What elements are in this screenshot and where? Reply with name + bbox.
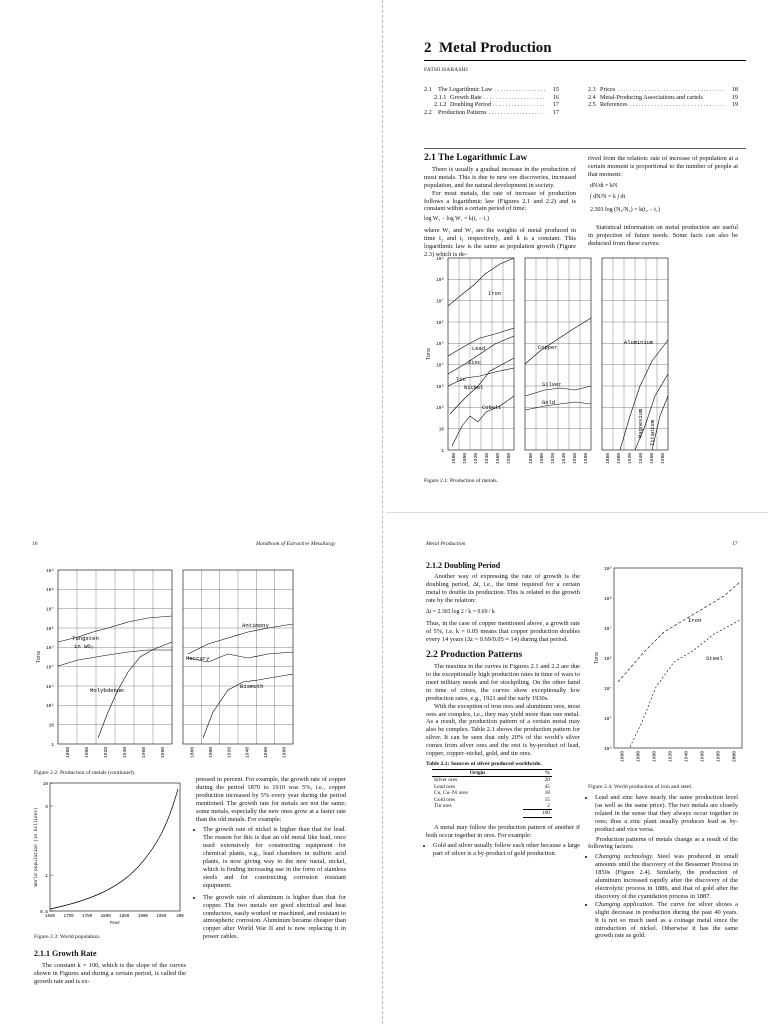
table-cell: 45 bbox=[544, 783, 550, 790]
table-caption: Table 2.1: Sources of silver produced worldwide. bbox=[426, 760, 542, 767]
section-heading: 2.1.1 Growth Rate bbox=[34, 949, 97, 958]
y-tick-label: 10⁵ bbox=[604, 686, 612, 692]
paragraph: The constant k × 100, which is the slope of the curves shown in Figures and during a certain period, is called the growth rate and is ex- bbox=[34, 961, 186, 985]
y-tick-label: 10⁷ bbox=[436, 299, 444, 305]
chapter-header bbox=[424, 40, 746, 73]
y-tick-label: 10⁹ bbox=[604, 566, 612, 572]
page-divider bbox=[386, 512, 768, 513]
paragraph: A metal may follow the production pattern of another if both occur together in ores. For example: bbox=[426, 823, 580, 839]
equation: Δt = 2.303 log 2 / k = 0.69 / k bbox=[426, 608, 495, 615]
toc-row[interactable]: 2.1 The Logarithmic Law . . . 15 bbox=[424, 86, 559, 94]
y-tick-label: 10 bbox=[48, 723, 54, 729]
x-tick-label: 1880 bbox=[529, 453, 534, 465]
paragraph: With the exception of iron ores and aluminum ores, most ores are complex, i.e., they may yield more than one metal. As a result, the production pattern of a certain metal may also be complex. Table 2.1 shows the production pattern for silver. It can be seen that only 20% of the world's silver comes from silver ores and the rest is by-product of lead, copper, copper–nickel, gold, and tin ores. bbox=[426, 702, 580, 758]
section-heading: 2.2 Production Patterns bbox=[426, 650, 523, 661]
x-tick-label: 1900 bbox=[137, 915, 148, 919]
toc-row[interactable]: 2.1.1 Growth Rate . . . 16 bbox=[424, 94, 559, 102]
y-tick-label: 0.5 bbox=[40, 909, 48, 915]
series-label: Titanium bbox=[650, 420, 656, 446]
x-tick-label: 1920 bbox=[474, 453, 479, 465]
table-header: Origin bbox=[432, 769, 523, 776]
series-line bbox=[188, 624, 293, 654]
paragraph: The maxima in the curves in Figures 2.1 and 2.2 are due to the exceptionally high production rates in time of wars to meet military needs and for stockpiling. On the other hand in time of crises, the curves show exceptionally low production rates, e.g., 1921 and the early 1930s. bbox=[426, 663, 580, 702]
chapter-title: Metal Production bbox=[439, 40, 552, 56]
x-tick-label: 1860 bbox=[620, 751, 626, 763]
list-item: • The growth rate of aluminum is higher than that for copper. The two metals are good electrical and heat conductors, easily worked or machined, and resistant to atmospheric corrosion. Aluminum became cheaper than copper after World War II and is now replacing it in power cables. bbox=[203, 894, 346, 941]
x-tick-label: 1960 bbox=[573, 453, 578, 465]
section-heading: 2.1.2 Doubling Period bbox=[426, 561, 501, 570]
chart-panel bbox=[50, 783, 180, 911]
x-tick-label: 1750 bbox=[82, 915, 93, 919]
x-tick-label: 1920 bbox=[104, 747, 109, 759]
y-tick-label: 10³ bbox=[46, 684, 54, 690]
table-cell: 2 bbox=[547, 802, 550, 809]
series-line bbox=[452, 396, 514, 446]
series-label: Lead bbox=[472, 346, 485, 352]
toc-row[interactable]: 2.3 Prices . . . 18 bbox=[588, 86, 738, 94]
series-label: Nickel bbox=[464, 385, 484, 391]
series-line bbox=[630, 620, 740, 747]
series-label: Silver bbox=[542, 382, 562, 388]
y-tick-label: 10 bbox=[42, 781, 48, 787]
table-2-1 bbox=[432, 769, 552, 818]
paragraph: Thus, in the case of copper mentioned above, a growth rate of 5%, i.e. k = 0.05 means that copper production doubles every 14 years (Δt = 0.69/0.05 ≈ 14) during that period. bbox=[426, 620, 580, 644]
y-tick-label: 10⁶ bbox=[46, 626, 54, 632]
y-tick-label: 10⁹ bbox=[436, 256, 444, 262]
paragraph: pressed in percent. For example, the growth rate of copper during the period 1870 to 1910 was 5%, i.e., copper production increased by 5% every year during the period mentioned. The growth rate for metals are not the same; some metals, especially the new ones grow at a faster rate than the old metals. For example: bbox=[196, 776, 346, 823]
x-tick-label: 1900 bbox=[652, 751, 658, 763]
table-cell: Cu, Cu–Ni ores bbox=[434, 790, 468, 797]
y-tick-label: 1 bbox=[441, 448, 444, 454]
paragraph: where W₂ and W₁ are the weights of metal produced in time t₂ and t₁ respectively, and k is a constant. This logarithmic law is the same as population growth (Figure 2.3) which is de- bbox=[424, 227, 576, 258]
x-tick-label: 1940 bbox=[485, 453, 490, 465]
series-label: Tungsten bbox=[72, 635, 99, 642]
running-head: Metal Production bbox=[426, 541, 466, 547]
series-line bbox=[620, 340, 668, 450]
x-tick-label: 1900 bbox=[463, 453, 468, 465]
x-tick-label: 1700 bbox=[63, 915, 74, 919]
table-cell: Gold ores bbox=[434, 796, 456, 803]
page16-column-2 bbox=[196, 776, 346, 941]
toc-row[interactable]: 2.4 Metal-Producing Associations and cartels 19 bbox=[588, 93, 738, 101]
x-tick-label: 1940 bbox=[562, 453, 567, 465]
series-label: Zinc bbox=[468, 360, 481, 366]
x-tick-label: 1900 bbox=[209, 747, 214, 759]
equation: ∫ dN/N = k ∫ dt bbox=[590, 193, 626, 200]
x-tick-label: 1920 bbox=[668, 751, 674, 763]
paragraph: Production patterns of metals change as a result of the following factors: bbox=[588, 835, 738, 851]
series-label: Aluminium bbox=[624, 340, 654, 346]
x-tick-label: 1920 bbox=[551, 453, 556, 465]
paragraph: For most metals, the rate of increase of production follows a logarithmic law (Figures 2.1 and 2.2) and is constant within a certain period of time: bbox=[424, 189, 576, 213]
x-tick-label: 1880 bbox=[190, 747, 196, 759]
section-2-1-1 bbox=[34, 946, 186, 986]
list-item: • The growth rate of nickel is higher than that for lead. The reason for this is that an old metal like lead, once used extensively for constructing equipment for chemical plants, e.g., lead chambers in sulfuric acid plants, is now giving way to the new metal, nickel, which is finding increasing use in the form of stainless steels and for constructing corrosion resistant equipment. bbox=[203, 826, 346, 889]
x-tick-label: 1940 bbox=[639, 453, 644, 465]
equation: log W₂ − log W₁ = k(t₂ − t₁) bbox=[424, 216, 490, 223]
x-tick-label: 200 bbox=[176, 915, 184, 919]
table-header: % bbox=[523, 769, 552, 776]
x-tick-label: 1960 bbox=[650, 453, 655, 465]
table-cell: 18 bbox=[544, 790, 550, 797]
series-label: Mercury bbox=[186, 655, 210, 662]
figure-caption: Figure 2.4: World production of iron and steel. bbox=[588, 784, 693, 790]
x-tick-label: 2000 bbox=[732, 751, 738, 763]
paragraph: Statistical information on metal production are useful in projection of future needs. Some facts can also be deducted from these curves: bbox=[588, 224, 738, 248]
x-tick-label: 1880 bbox=[452, 453, 457, 465]
x-tick-label: 1880 bbox=[606, 453, 611, 465]
y-tick-label: 10³ bbox=[604, 746, 612, 752]
x-tick-label: 1980 bbox=[507, 453, 512, 465]
series-line bbox=[618, 582, 740, 682]
y-tick-label: 10⁷ bbox=[46, 607, 54, 613]
chapter-number: 2 bbox=[424, 40, 432, 56]
y-tick-label: 10² bbox=[436, 406, 444, 412]
page-gutter bbox=[382, 0, 383, 1024]
series-label: Iron bbox=[488, 291, 501, 297]
figure-caption: Figure 2.2: Production of metals (continued). bbox=[34, 770, 136, 776]
series-label: Iron bbox=[688, 617, 702, 624]
series-label: Magnesium bbox=[638, 408, 644, 438]
y-tick-label: 10⁴ bbox=[436, 363, 444, 369]
x-tick-label: 1920 bbox=[628, 453, 633, 465]
y-axis-label: Tons bbox=[594, 651, 600, 665]
x-tick-label: 1920 bbox=[227, 747, 233, 759]
y-tick-label: 10⁴ bbox=[46, 665, 54, 671]
y-tick-label: 10⁴ bbox=[604, 716, 612, 722]
series-label: Copper bbox=[538, 345, 558, 351]
x-tick-label: 1980 bbox=[661, 453, 666, 465]
x-tick-label: 1960 bbox=[264, 747, 269, 759]
equation: dN/dt = kN bbox=[590, 182, 618, 189]
x-tick-label: 1960 bbox=[700, 751, 706, 763]
y-tick-label: 10⁸ bbox=[46, 588, 54, 594]
y-tick-label: 10⁸ bbox=[436, 278, 444, 284]
x-tick-label: 1940 bbox=[245, 747, 251, 759]
page-number: 17 bbox=[732, 541, 738, 547]
table-cell: 15 bbox=[544, 796, 550, 803]
series-label: Antimony bbox=[242, 622, 269, 629]
table-cell: Silver ores bbox=[434, 777, 458, 784]
series-label: in WO₃ bbox=[74, 643, 95, 650]
toc-right bbox=[588, 86, 738, 109]
list-item: • Gold and silver usually follow each other because a large part of silver is a by-product of gold production. bbox=[433, 842, 580, 858]
x-tick-label: 1800 bbox=[100, 915, 111, 919]
y-tick-label: 10⁵ bbox=[46, 646, 54, 652]
toc-row[interactable]: 2.1.2 Doubling Period . . . 17 bbox=[424, 101, 559, 109]
series-label: Gold bbox=[542, 400, 555, 406]
table-cell: Lead ores bbox=[434, 783, 456, 790]
x-tick-label: 1940 bbox=[684, 751, 690, 763]
section-2-1-left bbox=[424, 155, 576, 259]
series-label: Tin bbox=[456, 377, 466, 383]
y-tick-label: 10⁷ bbox=[604, 626, 612, 632]
y-tick-label: 10³ bbox=[436, 384, 444, 390]
table-cell: 20 bbox=[544, 777, 550, 784]
y-tick-label: 1 bbox=[51, 742, 54, 748]
y-axis-label: Tons bbox=[36, 650, 42, 664]
running-head: Handbook of Extractive Metallurgy bbox=[256, 541, 336, 547]
table-row bbox=[432, 803, 552, 810]
paragraph: rived from the relation: rate of increase of population at a certain moment is proportional to the number of people at that moment: bbox=[588, 155, 738, 178]
figure-2-1 bbox=[420, 246, 750, 478]
toc-left bbox=[424, 86, 559, 116]
y-tick-label: 10⁵ bbox=[436, 342, 444, 348]
list-item: • Changing technology. Steel was produced in small amounts until the discovery of the Bessemer Process in 1850s (Figure 2.4). Similarly, the production of aluminum increased rapidly after the discovery of the electrolytic process in 1886, and that of gold after the discovery of the cyanidation process in 1887. bbox=[595, 853, 738, 900]
x-tick-label: 1950 bbox=[156, 915, 167, 919]
x-tick-label: 1980 bbox=[161, 747, 166, 759]
paragraph: Another way of expressing the rate of growth is the doubling period, Δt, i.e., the time required for a certain metal to double its production. This is related to the growth rate by the relation: bbox=[426, 572, 580, 604]
x-tick-label: 1960 bbox=[142, 747, 147, 759]
figure-2-3 bbox=[28, 779, 188, 931]
series-label: Molybdenum bbox=[90, 687, 124, 694]
page-number: 16 bbox=[32, 541, 38, 547]
figure-caption: Figure 2.3: World population. bbox=[34, 934, 101, 940]
chart-panel bbox=[614, 568, 742, 748]
x-tick-label: 1900 bbox=[85, 747, 90, 759]
list-item: • Changing application. The curve for silver shows a slight decrease in production during the past 40 years. It is not so much used as a coinage metal since the introduction of nickel. Otherwise it has the same growth rate as gold. bbox=[595, 901, 738, 941]
y-tick-label: 10² bbox=[46, 704, 54, 710]
y-tick-label: 10⁹ bbox=[46, 568, 54, 574]
figure-caption: Figure 2.1: Production of metals. bbox=[424, 478, 498, 484]
y-tick-label: 10 bbox=[438, 427, 444, 433]
section-heading: 2.1 The Logarithmic Law bbox=[424, 153, 528, 163]
x-axis-label: Year bbox=[109, 921, 121, 926]
paragraph: There is usually a gradual increase in the production of most metals. This is due to new ore discoveries, increased population, and the natural development in society. bbox=[424, 165, 576, 189]
toc-row[interactable]: 2.5 References . . . 19 bbox=[588, 101, 738, 109]
series-label: Steel bbox=[706, 655, 723, 662]
y-tick-label: 1 bbox=[45, 873, 48, 879]
y-axis-label: Tons bbox=[426, 347, 432, 361]
x-tick-label: 1980 bbox=[584, 453, 589, 465]
x-tick-label: 1960 bbox=[496, 453, 501, 465]
toc-row[interactable]: 2.2 Production Patterns . . . 17 bbox=[424, 109, 559, 117]
x-tick-label: 1850 bbox=[119, 915, 130, 919]
chapter-author: FATHI HABASHI bbox=[424, 67, 469, 73]
table-row bbox=[432, 777, 552, 784]
x-tick-label: 1880 bbox=[66, 747, 71, 759]
x-tick-label: 1940 bbox=[123, 747, 128, 759]
figure-2-2 bbox=[28, 562, 354, 772]
series-label: Cobalt bbox=[482, 405, 502, 411]
y-tick-label: 10⁶ bbox=[436, 320, 444, 326]
y-tick-label: 10⁶ bbox=[604, 656, 612, 662]
figure-2-4 bbox=[584, 562, 750, 784]
x-tick-label: 1980 bbox=[282, 747, 288, 759]
x-tick-label: 1900 bbox=[540, 453, 545, 465]
table-total: 100 bbox=[523, 810, 552, 817]
equation: 2.303 log (N₂/N₁) = k(t₂ − t₁) bbox=[590, 206, 660, 213]
x-tick-label: 1650 bbox=[44, 915, 56, 919]
series-label: Bismuth bbox=[240, 683, 264, 690]
page17-column-1 bbox=[426, 562, 580, 857]
table-cell: Tin ores bbox=[434, 803, 452, 810]
y-tick-label: 5 bbox=[45, 804, 48, 810]
page17-column-2 bbox=[588, 794, 738, 940]
section-2-1-right bbox=[588, 155, 738, 248]
y-tick-label: 10⁸ bbox=[604, 596, 612, 602]
list-item: • Lead and zinc have nearly the same production level (as well as the same price). The two metals are closely related in the sense that they always occur together in ores; thus a zinc plant usually produces lead as by-product and vice versa. bbox=[595, 794, 738, 834]
x-tick-label: 1980 bbox=[716, 751, 722, 763]
y-axis-label: World population (in billions) bbox=[34, 807, 39, 887]
x-tick-label: 1880 bbox=[636, 751, 642, 763]
x-tick-label: 1900 bbox=[617, 453, 622, 465]
